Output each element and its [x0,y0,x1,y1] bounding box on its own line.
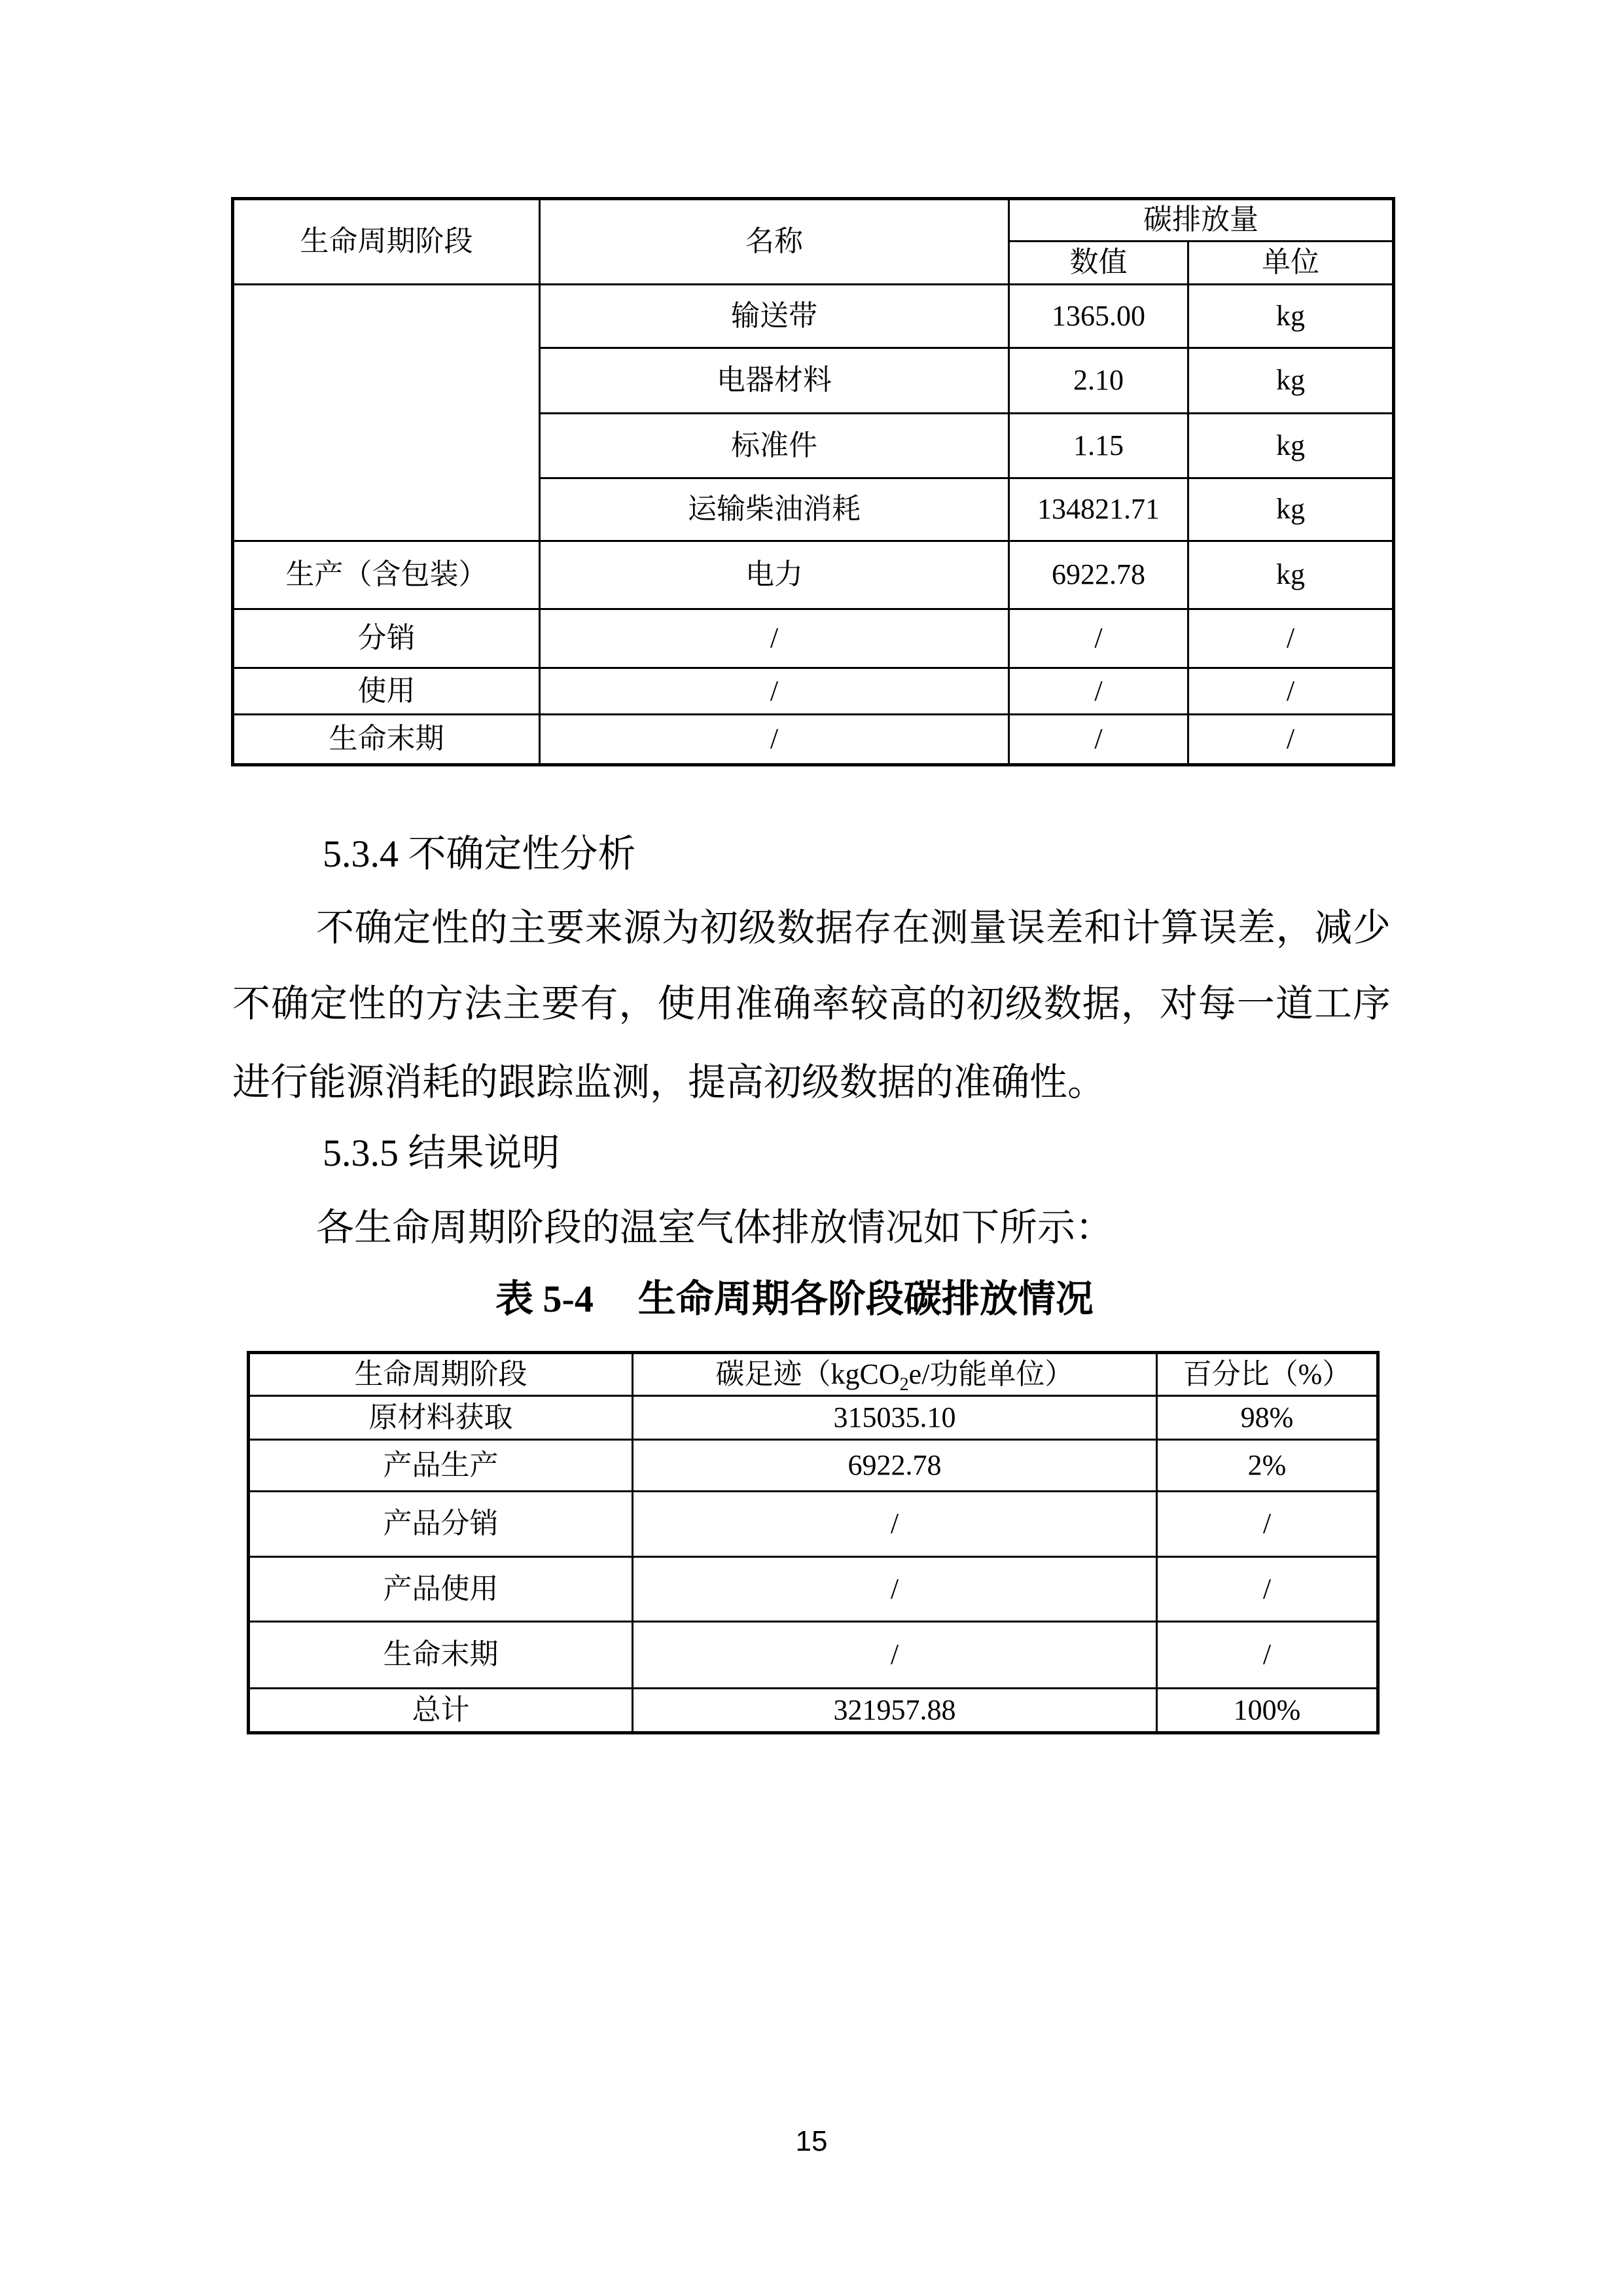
footprint-header-suffix: e/功能单位） [908,1357,1074,1390]
percent-cell: / [1157,1492,1378,1557]
unit-cell: kg [1188,478,1394,541]
name-cell: / [540,715,1009,765]
col-header-stage: 生命周期阶段 [233,199,540,285]
paragraph-line: 不确定性的方法主要有，使用准确率较高的初级数据，对每一道工序 [232,982,1391,1025]
footprint-cell: 6922.78 [633,1440,1157,1492]
unit-cell: / [1188,715,1394,765]
table-row [233,541,1394,609]
value-cell: 134821.71 [1009,478,1188,541]
co2-subscript: 2 [899,1374,909,1395]
table-caption-label: 表 5-4 [495,1278,594,1320]
value-cell: 1365.00 [1009,285,1188,348]
section-heading-535: 5.3.5 结果说明 [323,1132,560,1174]
table-row [249,1622,1378,1689]
percent-cell: 2% [1157,1440,1378,1492]
col-header-value: 数值 [1009,242,1188,285]
stage-cell: 产品使用 [249,1557,633,1622]
stage-cell-merged-empty [233,285,540,541]
value-cell: 6922.78 [1009,541,1188,609]
col-header-stage: 生命周期阶段 [249,1353,633,1396]
name-cell: / [540,609,1009,668]
percent-cell: 98% [1157,1396,1378,1440]
name-cell: 标准件 [540,414,1009,478]
stage-cell: 原材料获取 [249,1396,633,1440]
table-caption-title: 生命周期各阶段碳排放情况 [637,1278,1094,1320]
table-row [249,1396,1378,1440]
page-number: 15 [795,2125,828,2157]
percent-cell: / [1157,1557,1378,1622]
col-header-name: 名称 [540,199,1009,285]
paragraph-line: 不确定性的主要来源为初级数据存在测量误差和计算误差，减少 [316,906,1391,949]
value-cell: 2.10 [1009,348,1188,414]
value-cell: / [1009,715,1188,765]
stage-cell: 使用 [233,668,540,715]
percent-cell: 100% [1157,1689,1378,1733]
table-caption [495,1280,1094,1318]
table-row [233,715,1394,765]
unit-cell: kg [1188,285,1394,348]
table-row [233,609,1394,668]
footprint-cell: / [633,1622,1157,1689]
table-row [233,668,1394,715]
name-cell: 电力 [540,541,1009,609]
stage-cell: 生命末期 [233,715,540,765]
stage-cell: 分销 [233,609,540,668]
stage-cell: 总计 [249,1689,633,1733]
value-cell: 1.15 [1009,414,1188,478]
value-cell: / [1009,668,1188,715]
table-row [249,1492,1378,1557]
name-cell: / [540,668,1009,715]
table-header-row [233,199,1394,242]
footprint-header-prefix: 碳足迹（kgCO [715,1357,900,1390]
table-row-total [249,1689,1378,1733]
value-cell: / [1009,609,1188,668]
intro-line: 各生命周期阶段的温室气体排放情况如下所示： [316,1206,1114,1249]
table-row [233,285,1394,348]
col-header-percent: 百分比（%） [1157,1353,1378,1396]
paragraph-line: 进行能源消耗的跟踪监测，提高初级数据的准确性。 [232,1061,1106,1103]
footprint-summary-table [247,1351,1380,1734]
col-header-footprint [633,1353,1157,1396]
footprint-cell: / [633,1492,1157,1557]
col-header-emission: 碳排放量 [1009,199,1394,242]
unit-cell: kg [1188,541,1394,609]
stage-cell: 产品生产 [249,1440,633,1492]
footprint-cell: 315035.10 [633,1396,1157,1440]
stage-cell: 生产（含包装） [233,541,540,609]
unit-cell: kg [1188,414,1394,478]
unit-cell: / [1188,609,1394,668]
percent-cell: / [1157,1622,1378,1689]
unit-cell: / [1188,668,1394,715]
footprint-cell: / [633,1557,1157,1622]
stage-cell: 生命末期 [249,1622,633,1689]
name-cell: 电器材料 [540,348,1009,414]
col-header-unit: 单位 [1188,242,1394,285]
emissions-table [231,197,1395,766]
section-heading-534: 5.3.4 不确定性分析 [323,833,636,875]
name-cell: 运输柴油消耗 [540,478,1009,541]
table-row [249,1557,1378,1622]
table-header-row [249,1353,1378,1396]
unit-cell: kg [1188,348,1394,414]
stage-cell: 产品分销 [249,1492,633,1557]
footprint-cell: 321957.88 [633,1689,1157,1733]
table-row [249,1440,1378,1492]
name-cell: 输送带 [540,285,1009,348]
